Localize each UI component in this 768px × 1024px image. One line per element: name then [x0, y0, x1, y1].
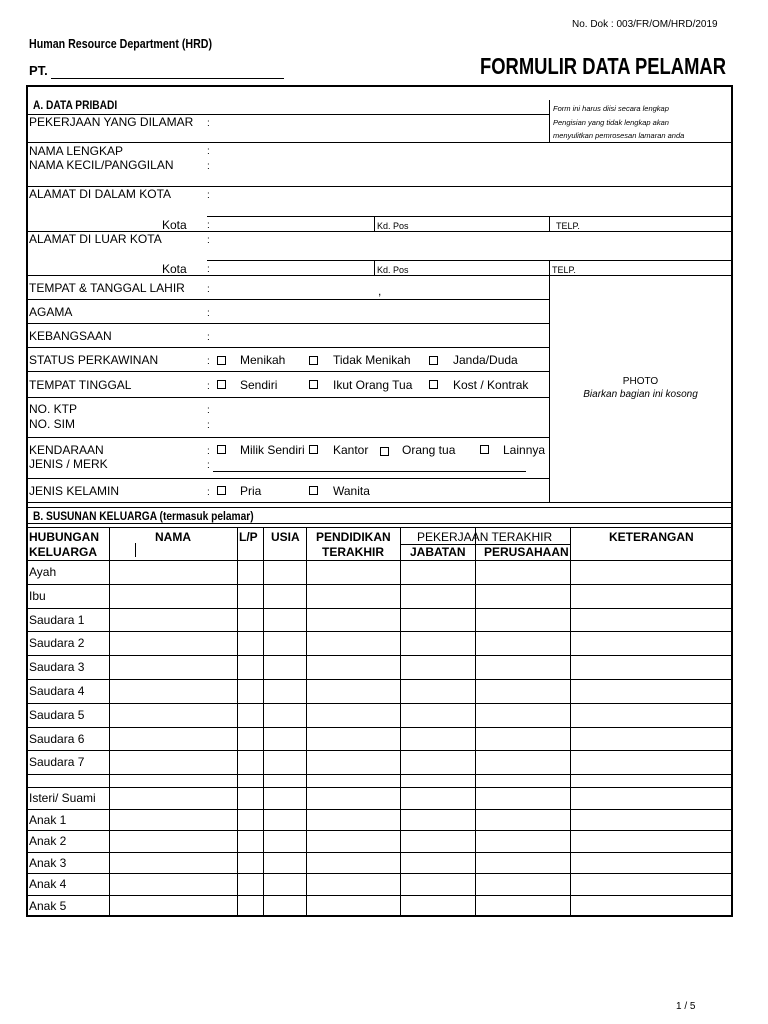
line [27, 437, 550, 438]
label-status: STATUS PERKAWINAN [29, 353, 159, 367]
table-col-line [400, 528, 401, 915]
header-pendidikan: PENDIDIKAN [316, 530, 391, 544]
header-nama: NAMA [155, 530, 191, 544]
option-kantor: Kantor [333, 443, 369, 457]
table-row-line [27, 750, 731, 751]
section-a-title: A. DATA PRIBADI [33, 98, 118, 112]
checkbox-ikut-orang-tua[interactable] [309, 380, 318, 389]
pt-label: PT. [29, 63, 48, 78]
line [400, 544, 570, 545]
table-row-line [27, 608, 731, 609]
label-kebangsaan: KEBANGSAAN [29, 329, 112, 343]
table-col-line [109, 528, 110, 915]
colon: : [207, 161, 210, 172]
colon: : [207, 356, 210, 367]
label-tempat-tinggal: TEMPAT TINGGAL [29, 378, 132, 392]
row-label: Ibu [29, 589, 46, 603]
option-sendiri: Sendiri [240, 378, 278, 392]
table-col-line [570, 528, 571, 915]
checkbox-kantor[interactable] [309, 445, 318, 454]
checkbox-milik-sendiri[interactable] [217, 445, 226, 454]
photo-note: Biarkan bagian ini kosong [583, 389, 698, 400]
row-label: Saudara 3 [29, 660, 85, 674]
table-row-line [27, 655, 731, 656]
checkbox-wanita[interactable] [309, 486, 318, 495]
option-lainnya: Lainnya [503, 443, 546, 457]
option-ikut-orang-tua: Ikut Orang Tua [333, 378, 413, 392]
label-nama-kecil: NAMA KECIL/PANGGILAN [29, 158, 174, 172]
colon: : [207, 332, 210, 343]
colon: : [207, 220, 210, 231]
label-ktp: NO. KTP [29, 402, 78, 416]
line [374, 260, 375, 275]
table-row-line [27, 895, 731, 896]
label-kdpos-1: Kd. Pos [377, 221, 409, 231]
line [549, 260, 550, 275]
colon: : [207, 308, 210, 319]
table-row-line [27, 916, 731, 917]
header-keluarga: KELUARGA [29, 545, 97, 559]
table-row-line [27, 584, 731, 585]
label-ttl: TEMPAT & TANGGAL LAHIR [29, 281, 185, 295]
table-row-line [27, 679, 731, 680]
label-telp-2: TELP. [552, 265, 576, 275]
line [27, 347, 550, 348]
frame-left [26, 85, 28, 917]
header-perusahaan: PERUSAHAAN [484, 545, 569, 559]
option-kost-kontrak: Kost / Kontrak [453, 378, 529, 392]
table-row-line [27, 631, 731, 632]
header-jabatan: JABATAN [410, 545, 466, 559]
photo-label: PHOTO [622, 376, 659, 387]
option-orang-tua: Orang tua [402, 443, 456, 457]
note-line-1: Form ini harus diisi secara lengkap [553, 104, 669, 113]
page-number: 1 / 5 [676, 1001, 696, 1012]
line [27, 371, 550, 372]
colon: : [207, 487, 210, 498]
line [27, 523, 731, 524]
option-wanita: Wanita [333, 484, 370, 498]
label-kota-2: Kota [162, 262, 187, 276]
row-label: Saudara 1 [29, 613, 85, 627]
checkbox-orang-tua[interactable] [380, 447, 389, 456]
frame-right [731, 85, 733, 917]
checkbox-janda-duda[interactable] [429, 356, 438, 365]
line [27, 478, 550, 479]
line [135, 543, 136, 557]
colon: : [207, 235, 210, 246]
note-line-3: menyulitkan pemrosesan lamaran anda [553, 131, 685, 140]
table-col-line [237, 528, 238, 915]
label-kdpos-2: Kd. Pos [377, 265, 409, 275]
table-row-line [27, 809, 731, 810]
ttl-separator: , [378, 284, 382, 298]
row-label: Saudara 5 [29, 708, 85, 722]
row-label: Anak 5 [29, 899, 67, 913]
label-alamat-luar: ALAMAT DI LUAR KOTA [29, 232, 162, 246]
colon: : [207, 460, 210, 471]
label-jenis-kelamin: JENIS KELAMIN [29, 484, 120, 498]
checkbox-lainnya[interactable] [480, 445, 489, 454]
label-kendaraan: KENDARAAN [29, 443, 104, 457]
table-row-line [27, 873, 731, 874]
header-keterangan: KETERANGAN [609, 530, 694, 544]
label-telp-1: TELP. [556, 221, 580, 231]
table-col-line [475, 528, 476, 915]
label-nama-lengkap: NAMA LENGKAP [29, 144, 124, 158]
checkbox-menikah[interactable] [217, 356, 226, 365]
colon: : [207, 264, 210, 275]
line [27, 527, 731, 528]
line [207, 260, 731, 261]
checkbox-sendiri[interactable] [217, 380, 226, 389]
frame-top [26, 85, 733, 87]
row-label: Saudara 2 [29, 636, 85, 650]
section-b-title: B. SUSUNAN KELUARGA (termasuk pelamar) [33, 509, 254, 523]
checkbox-pria[interactable] [217, 486, 226, 495]
line [27, 323, 550, 324]
row-label: Anak 1 [29, 813, 67, 827]
option-pria: Pria [240, 484, 262, 498]
note-divider [549, 100, 550, 142]
note-line-2: Pengisian yang tidak lengkap akan [553, 118, 669, 127]
colon: : [207, 284, 210, 295]
header-pekerjaan-terakhir: PEKERJAAN TERAKHIR [417, 530, 553, 544]
department-name: Human Resource Department (HRD) [29, 36, 213, 51]
colon: : [207, 405, 210, 416]
label-alamat-dalam: ALAMAT DI DALAM KOTA [29, 187, 172, 201]
table-row-line [27, 830, 731, 831]
table-col-line [263, 528, 264, 915]
jenis-merk-underline[interactable] [213, 471, 526, 472]
row-label: Isteri/ Suami [29, 791, 96, 805]
row-label: Anak 3 [29, 856, 67, 870]
option-tidak-menikah: Tidak Menikah [333, 353, 411, 367]
row-label: Anak 4 [29, 877, 67, 891]
header-terakhir: TERAKHIR [322, 545, 384, 559]
line [27, 397, 550, 398]
label-agama: AGAMA [29, 305, 73, 319]
colon: : [207, 381, 210, 392]
table-row-line [27, 560, 731, 561]
header-usia: USIA [271, 530, 300, 544]
label-pekerjaan: PEKERJAAN YANG DILAMAR [29, 115, 194, 129]
line [27, 142, 731, 143]
option-janda-duda: Janda/Duda [453, 353, 518, 367]
line [207, 216, 731, 217]
table-row-line [27, 787, 731, 788]
row-label: Ayah [29, 565, 57, 579]
form-title: FORMULIR DATA PELAMAR [480, 53, 726, 79]
row-label: Saudara 6 [29, 732, 85, 746]
line [549, 216, 550, 231]
line [27, 502, 731, 503]
colon: : [207, 118, 210, 129]
header-hubungan: HUBUNGAN [29, 530, 99, 544]
colon: : [207, 146, 210, 157]
header-lp: L/P [239, 530, 258, 544]
colon: : [207, 420, 210, 431]
option-menikah: Menikah [240, 353, 286, 367]
table-row-line [27, 774, 731, 775]
label-kota-1: Kota [162, 218, 187, 232]
pt-underline[interactable] [51, 78, 284, 79]
label-sim: NO. SIM [29, 417, 76, 431]
line [27, 275, 731, 276]
line [27, 299, 550, 300]
row-label: Anak 2 [29, 834, 67, 848]
line [374, 216, 375, 231]
label-jenis-merk: JENIS / MERK [29, 457, 108, 471]
colon: : [207, 446, 210, 457]
row-label: Saudara 7 [29, 755, 85, 769]
table-row-line [27, 852, 731, 853]
table-row-line [27, 703, 731, 704]
doc-number: No. Dok : 003/FR/OM/HRD/2019 [572, 19, 718, 30]
checkbox-kost-kontrak[interactable] [429, 380, 438, 389]
option-milik-sendiri: Milik Sendiri [240, 443, 305, 457]
colon: : [207, 190, 210, 201]
table-col-line [306, 528, 307, 915]
table-row-line [27, 727, 731, 728]
checkbox-tidak-menikah[interactable] [309, 356, 318, 365]
row-label: Saudara 4 [29, 684, 85, 698]
line [27, 507, 731, 508]
